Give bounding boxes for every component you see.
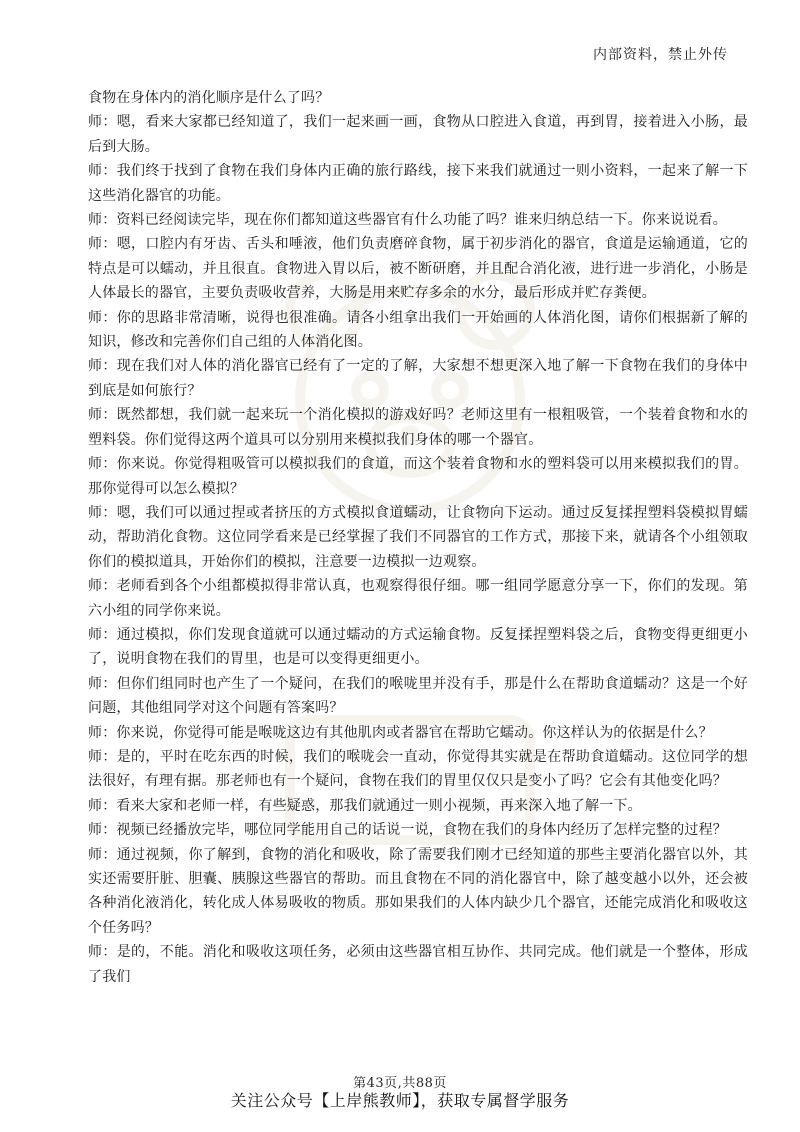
- paragraph: 师：看来大家和老师一样，有些疑惑，那我们就通过一则小视频，再来深入地了解一下。: [88, 797, 642, 814]
- paragraph: 师：视频已经播放完毕，哪位同学能用自己的话说一说，食物在我们的身体内经历了怎样完整的过程？: [88, 822, 727, 839]
- promo-banner: 关注公众号【上岸熊教师】，获取专属督学服务: [230, 1091, 570, 1110]
- paragraph: 师：我们终于找到了食物在我们身体内正确的旅行路线，接下来我们就通过一则小资料，一起来了解一下这些消化器官的功能。: [88, 163, 748, 204]
- paragraph: 师：老师看到各个小组都模拟得非常认真，也观察得很仔细。哪一组同学愿意分享一下，你们的发现。第六小组的同学你来说。: [88, 578, 748, 619]
- paragraph: 师：通过视频，你了解到，食物的消化和吸收，除了需要我们刚才已经知道的那些主要消化器官以外，其实还需要肝脏、胆囊、胰腺这些器官的帮助。而且食物在不同的消化器官中，除了越变越小以外，还会被各种消化液消化，转化成人体易吸收的物质。那如果我们的人体内缺少几个器官，还能完成消化和吸收这个任务吗？: [88, 846, 748, 936]
- paragraph: 食物在身体内的消化顺序是什么了吗？: [88, 90, 330, 106]
- paragraph: 师：你来说。你觉得粗吸管可以模拟我们的食道，而这个装着食物和水的塑料袋可以用来模拟我们的胃。那你觉得可以怎么模拟？: [88, 456, 748, 497]
- paragraph: 师：是的，不能。消化和吸收这项任务，必须由这些器官相互协作、共同完成。他们就是一个整体，形成了我们: [88, 944, 748, 985]
- paragraph: 师：既然都想，我们就一起来玩一个消化模拟的游戏好吗？老师这里有一根粗吸管，一个装着食物和水的塑料袋。你们觉得这两个道具可以分别用来模拟我们身体的哪一个器官。: [88, 407, 748, 448]
- paragraph: 师：嗯，看来大家都已经知道了，我们一起来画一画，食物从口腔进入食道，再到胃，接着进入小肠，最后到大肠。: [88, 114, 748, 155]
- paragraph: 师：但你们组同时也产生了一个疑问，在我们的喉咙里并没有手，那是什么在帮助食道蠕动？这是一个好问题，其他组同学对这个问题有答案吗？: [88, 675, 748, 717]
- paragraph: 师：你的思路非常清晰，说得也很准确。请各小组拿出我们一开始画的人体消化图，请你们根据新了解的知识，修改和完善你们自己组的人体消化图。: [88, 309, 748, 351]
- lesson-transcript: [88, 86, 748, 989]
- confidential-note: 内部资料，禁止外传: [593, 47, 728, 63]
- paragraph: 师：你来说，你觉得可能是喉咙这边有其他肌肉或者器官在帮助它蠕动。你这样认为的依据是什么？: [88, 724, 713, 741]
- paragraph: 师：嗯，口腔内有牙齿、舌头和唾液，他们负责磨碎食物，属于初步消化的器官，食道是运输通道，它的特点是可以蠕动，并且很直。食物进入胃以后，被不断研磨，并且配合消化液，进行进一步消化，小肠是人体最长的器官，主要负责吸收营养，大肠是用来贮存多余的水分，最后形成并贮存粪便。: [88, 236, 748, 302]
- page-number: 第43页,共88页: [353, 1076, 447, 1091]
- paragraph: 师：资料已经阅读完毕，现在你们都知道这些器官有什么功能了吗？谁来归纳总结一下。你来说说看。: [88, 212, 727, 229]
- paragraph: 师：现在我们对人体的消化器官已经有了一定的了解，大家想不想更深入地了解一下食物在我们的身体中到底是如何旅行？: [88, 358, 748, 399]
- paragraph: 师：是的，平时在吃东西的时候，我们的喉咙会一直动，你觉得其实就是在帮助食道蠕动。这位同学的想法很好，有理有据。那老师也有一个疑问，食物在我们的胃里仅仅只是变小了吗？它会有其他变化吗？: [88, 748, 748, 790]
- paragraph: 师：嗯，我们可以通过捏或者挤压的方式模拟食道蠕动，让食物向下运动。通过反复揉捏塑料袋模拟胃蠕动，帮助消化食物。这位同学看来是已经掌握了我们不同器官的工作方式，那接下来，就请各个小组领取你们的模拟道具，开始你们的模拟，注意要一边模拟一边观察。: [88, 504, 748, 570]
- paragraph: 师：通过模拟，你们发现食道就可以通过蠕动的方式运输食物。反复揉捏塑料袋之后，食物变得更细更小了，说明食物在我们的胃里，也是可以变得更细更小。: [88, 626, 748, 668]
